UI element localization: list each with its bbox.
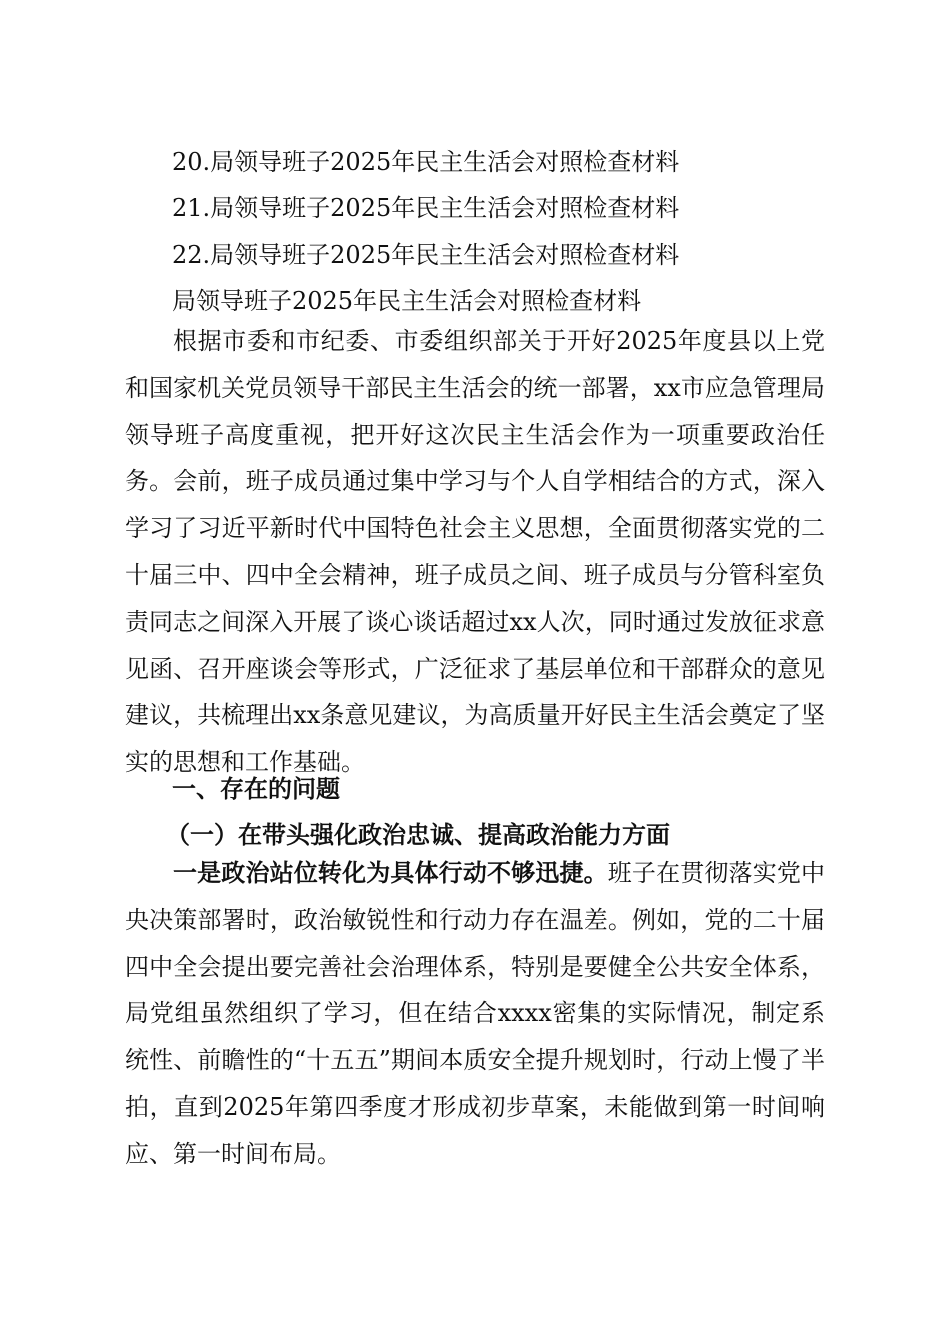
point-one-text: 班子在贯彻落实党中央决策部署时，政治敏锐性和行动力存在温差。例如，党的二十届四中全会提出要完善社会治理体系，特别是要健全公共安全体系，局党组虽然组织了学习，但在结合xxxx密集的实际情况，制定系统性、前瞻性的“十五五”期间本质安全提升规划时，行动上慢了半拍，直到2025年第四季度才形成初步草案，未能做到第一时间响应、第一时间布局。 bbox=[125, 859, 826, 1168]
toc-item-21: 21.局领导班子2025年民主生活会对照检查材料 bbox=[172, 194, 680, 222]
subsection-heading: （一）在带头强化政治忠诚、提高政治能力方面 bbox=[166, 820, 670, 849]
toc-item-20: 20.局领导班子2025年民主生活会对照检查材料 bbox=[172, 148, 680, 176]
document-title: 局领导班子2025年民主生活会对照检查材料 bbox=[172, 287, 642, 315]
point-one-paragraph bbox=[125, 850, 825, 1178]
section-heading: 一、存在的问题 bbox=[172, 774, 340, 803]
intro-paragraph: 根据市委和市纪委、市委组织部关于开好2025年度县以上党和国家机关党员领导干部民主生活会的统一部署，xx市应急管理局领导班子高度重视，把开好这次民主生活会作为一项重要政治任务。会前，班子成员通过集中学习与个人自学相结合的方式，深入学习了习近平新时代中国特色社会主义思想，全面贯彻落实党的二十届三中、四中全会精神，班子成员之间、班子成员与分管科室负责同志之间深入开展了谈心谈话超过xx人次，同时通过发放征求意见函、召开座谈会等形式，广泛征求了基层单位和干部群众的意见建议，共梳理出xx条意见建议，为高质量开好民主生活会奠定了坚实的思想和工作基础。 bbox=[125, 327, 825, 777]
point-one-lead: 一是政治站位转化为具体行动不够迅捷。 bbox=[173, 858, 608, 887]
toc-item-22: 22.局领导班子2025年民主生活会对照检查材料 bbox=[172, 241, 680, 269]
